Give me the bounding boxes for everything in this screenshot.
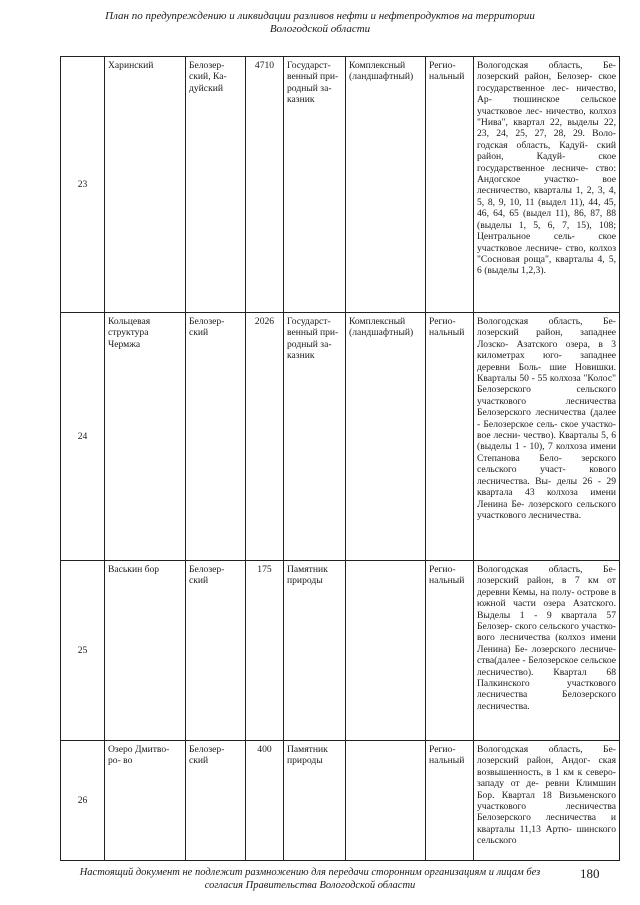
category: Государст- венный при- родный за- казник: [284, 57, 346, 313]
location: Вологодская область, Бе- лозерский район, Андог- ская возвышенность, в 1 км к северо-западу от де- ревни Климшин Бор. Квартал 18 Визьменского участкового лесничества Белозерского лесничества и кварталы 11,13 Артю- шинского сельского: [474, 741, 620, 861]
profile: Комплексный (ландшафтный): [346, 313, 426, 561]
category: Государст- венный при- родный за- казник: [284, 313, 346, 561]
district: Белозер- ский: [186, 313, 246, 561]
category: Памятник природы: [284, 561, 346, 741]
area-size: 2026: [246, 313, 284, 561]
significance: Регио- нальный: [426, 561, 474, 741]
header-line-1: План по предупреждению и ликвидации разливов нефти и нефтепродуктов на территории: [105, 10, 535, 22]
significance: Регио- нальный: [426, 57, 474, 313]
district: Белозер- ский, Ка- дуйский: [186, 57, 246, 313]
table-row: [61, 313, 620, 561]
footer-line-1: Настоящий документ не подлежит размножению для передачи сторонним организациям и лицам без: [79, 867, 541, 878]
table-row: [61, 57, 620, 313]
district: Белозер- ский: [186, 741, 246, 861]
profile: [346, 741, 426, 861]
footer-line-2: согласия Правительства Вологодской области: [204, 880, 416, 891]
area-size: 175: [246, 561, 284, 741]
page-header: [60, 10, 580, 36]
significance: Регио- нальный: [426, 741, 474, 861]
row-number: 24: [61, 313, 105, 561]
protected-areas-table: [60, 56, 620, 861]
area-name: Озеро Дмитво- ро- во: [105, 741, 186, 861]
district: Белозер- ский: [186, 561, 246, 741]
significance: Регио- нальный: [426, 313, 474, 561]
location: Вологодская область, Бе- лозерский район, западнее Лозско- Азатского озера, в 3 километрах юго- западнее деревни Боль- шие Новишки. Кварталы 50 - 55 колхоза "Колос" Белозерского сельского участкового лесничества Белозерского лесничества (далее - Белозерское сель- ское участко- вое лесни- чество). Кварталы 5, 6 (выделы 1 - 10), 7 колхоза имени Степанова Бело- зерского сельского участ- кового лесничества. Вы- делы 26 - 29 квартала 43 колхоза имени Ленина Бе- лозерского сельского участкового лесничества.: [474, 313, 620, 561]
location: Вологодская область, Бе- лозерский район, Белозер- ское государственное лес- ничество, Ар- тюшинское сельское участковое лес- ничество, колхоз "Нива", квартал 22, выделы 22, 23, 24, 25, 27, 28, 29. Воло- годская область, Кадуй- ский район, Кадуй- ское государственное лесниче- ство: Андогское участко- вое лесничество, кварталы 1, 2, 3, 4, 5, 8, 9, 10, 11 (выдел 11), 44, 45, 46, 64, 65 (выдел 11), 86, 87, 88 (выделы 1, 5, 6, 7, 15), 108; Центральное сель- ское участковое лесниче- ство, колхоз "Сосновая роща", кварталы 4, 5, 6 (выделы 1,2,3).: [474, 57, 620, 313]
row-number: 25: [61, 561, 105, 741]
row-number: 26: [61, 741, 105, 861]
area-size: 4710: [246, 57, 284, 313]
area-name: Васькин бор: [105, 561, 186, 741]
table-row: [61, 741, 620, 861]
category: Памятник природы: [284, 741, 346, 861]
page-footer: [70, 866, 550, 892]
location: Вологодская область, Бе- лозерский район, в 7 км от деревни Кемы, на полу- острове в южной части озера Азатского. Выделы 1 - 9 квартала 57 Белозер- ского сельского участко- вого лесничества (колхоз имени Ленина) Бе- лозерского лесниче- ства(далее - Белозерское сельское лесничество). Квартал 68 Палкинского участкового лесничества Белозерского лесничества.: [474, 561, 620, 741]
profile: Комплексный (ландшафтный): [346, 57, 426, 313]
page-number: 180: [580, 866, 600, 881]
area-name: Харинский: [105, 57, 186, 313]
area-size: 400: [246, 741, 284, 861]
row-number: 23: [61, 57, 105, 313]
table-row: [61, 561, 620, 741]
area-name: Кольцевая структура Чермжа: [105, 313, 186, 561]
profile: [346, 561, 426, 741]
header-line-2: Вологодской области: [269, 23, 371, 35]
